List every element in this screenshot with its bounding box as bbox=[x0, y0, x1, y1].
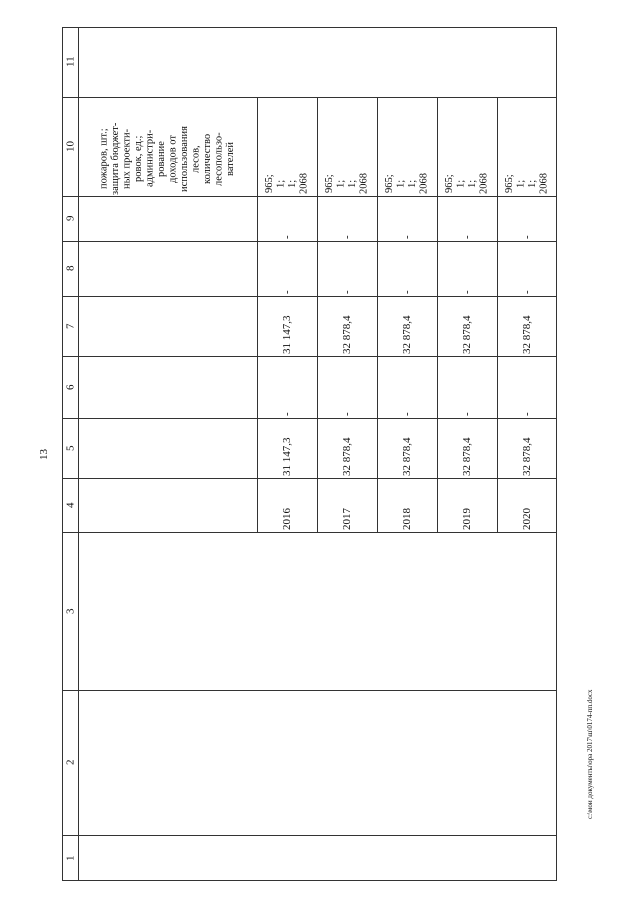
row-2020-col7: 32 878,4 bbox=[521, 315, 533, 354]
row-2019-col5: 32 878,4 bbox=[461, 437, 473, 476]
column-separator-11 bbox=[62, 880, 557, 881]
column-separator-6 bbox=[62, 418, 557, 419]
column-separator-1 bbox=[62, 97, 557, 98]
row-2019-year: 2019 bbox=[461, 508, 473, 530]
row-2018-col6: - bbox=[401, 412, 413, 416]
header-column-6: 6 bbox=[64, 384, 77, 390]
row-2016-year: 2016 bbox=[281, 508, 293, 530]
row-2018-col5: 32 878,4 bbox=[401, 437, 413, 476]
row-2017-col8: - bbox=[341, 290, 353, 294]
row-2019-col6: - bbox=[461, 412, 473, 416]
column-separator-9 bbox=[62, 690, 557, 691]
row-2017-col7: 32 878,4 bbox=[341, 315, 353, 354]
row-2020-col9: - bbox=[521, 235, 533, 239]
row-2017-col10: 965; 1; 1; 2068 bbox=[324, 173, 370, 194]
row-2017-col9: - bbox=[341, 235, 353, 239]
row-2019-col8: - bbox=[461, 290, 473, 294]
row-2016-col8: - bbox=[281, 290, 293, 294]
header-column-7: 7 bbox=[64, 323, 77, 329]
row-2016-col7: 31 147,3 bbox=[281, 315, 293, 354]
row-2018-col10: 965; 1; 1; 2068 bbox=[384, 173, 430, 194]
row-2018-col8: - bbox=[401, 290, 413, 294]
row-2020-col5: 32 878,4 bbox=[521, 437, 533, 476]
row-2016-col6: - bbox=[281, 412, 293, 416]
header-column-9: 9 bbox=[64, 215, 77, 222]
column-separator-5 bbox=[62, 356, 557, 357]
header-column-1: 1 bbox=[64, 855, 77, 861]
footer-file-path: c:\мои документы\ора 2017\ш\0174-пп.docx bbox=[586, 690, 594, 820]
row-2016-col9: - bbox=[281, 235, 293, 239]
header-strip-line bbox=[78, 27, 79, 881]
row-2018-year: 2018 bbox=[401, 508, 413, 530]
row-2017-col6: - bbox=[341, 412, 353, 416]
column-separator-4 bbox=[62, 296, 557, 297]
document-table bbox=[62, 27, 557, 881]
table-right-border bbox=[556, 27, 557, 881]
header-column-5: 5 bbox=[64, 445, 77, 451]
column-separator-0 bbox=[62, 27, 557, 28]
indicator-description: пожаров, шт.; защита бюджет- ных проекти- ровок, ед.; администри- рование доходов от использования лесов, количество лесопользо- вателей bbox=[98, 122, 236, 195]
row-2017-year: 2017 bbox=[341, 508, 353, 530]
row-2020-col10: 965; 1; 1; 2068 bbox=[504, 173, 550, 194]
row-2017-col5: 32 878,4 bbox=[341, 437, 353, 476]
row-2020-col8: - bbox=[521, 290, 533, 294]
header-column-8: 8 bbox=[64, 265, 77, 272]
row-2018-col7: 32 878,4 bbox=[401, 315, 413, 354]
column-separator-7 bbox=[62, 478, 557, 479]
row-2019-col9: - bbox=[461, 235, 473, 239]
row-2018-col9: - bbox=[401, 235, 413, 239]
row-2019-col7: 32 878,4 bbox=[461, 315, 473, 354]
page-number: 13 bbox=[38, 449, 50, 461]
row-2019-col10: 965; 1; 1; 2068 bbox=[444, 173, 490, 194]
row-2020-year: 2020 bbox=[521, 508, 533, 530]
column-separator-3 bbox=[62, 241, 557, 242]
header-column-4: 4 bbox=[64, 502, 77, 508]
column-separator-10 bbox=[62, 835, 557, 836]
header-column-3: 3 bbox=[64, 608, 77, 614]
column-separator-2 bbox=[62, 196, 557, 197]
row-2016-col5: 31 147,3 bbox=[281, 437, 293, 476]
header-column-11: 11 bbox=[64, 56, 77, 68]
row-2016-col10: 965; 1; 1; 2068 bbox=[264, 173, 310, 194]
header-column-2: 2 bbox=[64, 759, 77, 766]
row-2020-col6: - bbox=[521, 412, 533, 416]
header-column-10: 10 bbox=[64, 141, 77, 152]
column-separator-8 bbox=[62, 532, 557, 533]
